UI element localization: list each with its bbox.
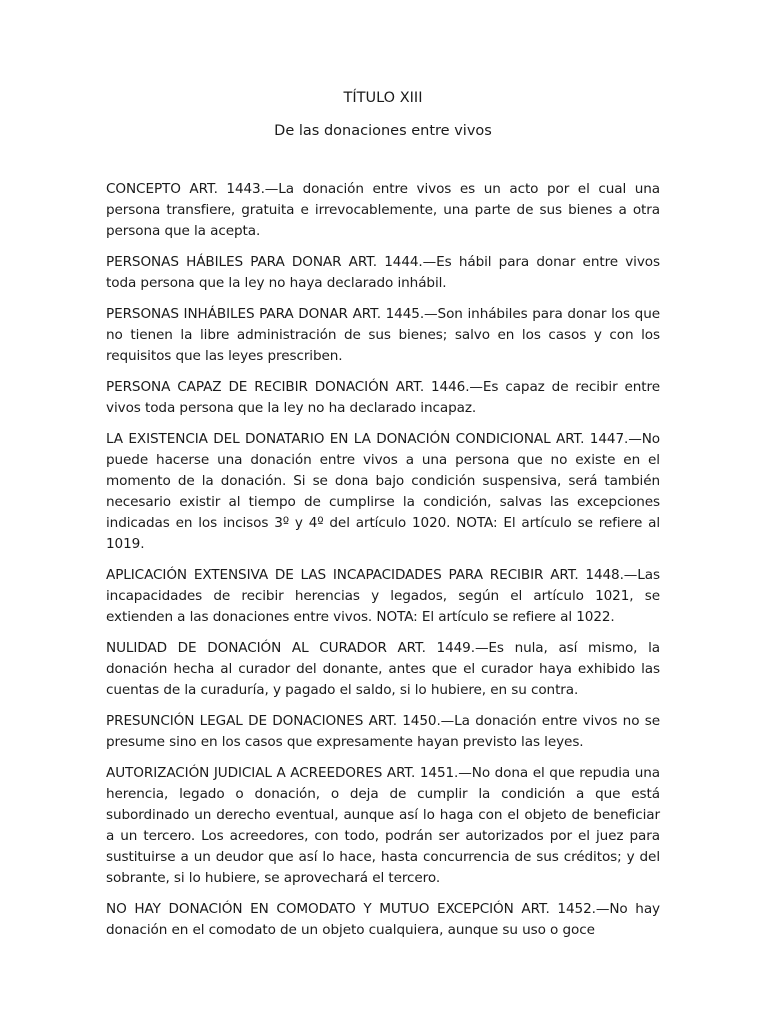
article-1450: PRESUNCIÓN LEGAL DE DONACIONES ART. 1450.—La donación entre vivos no se presume sino en los casos que expresamente hayan previsto las leyes. [106, 713, 660, 750]
document-title: TÍTULO XIII [343, 90, 423, 106]
article-1445: PERSONAS INHÁBILES PARA DONAR ART. 1445.—Son inhábiles para donar los que no tienen la libre administración de sus bienes; salvo en los casos y con los requisitos que las leyes prescriben. [106, 306, 660, 364]
document-subtitle: De las donaciones entre vivos [274, 123, 492, 139]
article-1444: PERSONAS HÁBILES PARA DONAR ART. 1444.—Es hábil para donar entre vivos toda persona que la ley no haya declarado inhábil. [106, 254, 660, 291]
article-1449: NULIDAD DE DONACIÓN AL CURADOR ART. 1449.—Es nula, así mismo, la donación hecha al curador del donante, antes que el curador haya exhibido las cuentas de la curaduría, y pagado el saldo, si lo hubiere, en su contra. [106, 640, 660, 698]
article-1446: PERSONA CAPAZ DE RECIBIR DONACIÓN ART. 1446.—Es capaz de recibir entre vivos toda persona que la ley no ha declarado incapaz. [106, 379, 660, 416]
article-1447: LA EXISTENCIA DEL DONATARIO EN LA DONACIÓN CONDICIONAL ART. 1447.—No puede hacerse una donación entre vivos a una persona que no existe en el momento de la donación. Si se dona bajo condición suspensiva, será también necesario existir al tiempo de cumplirse la condición, salvas las excepciones indicadas en los incisos 3º y 4º del artículo 1020. NOTA: El artículo se refiere al 1019. [106, 431, 660, 552]
article-1448: APLICACIÓN EXTENSIVA DE LAS INCAPACIDADES PARA RECIBIR ART. 1448.—Las incapacidades de recibir herencias y legados, según el artículo 1021, se extienden a las donaciones entre vivos. NOTA: El artículo se refiere al 1022. [106, 567, 660, 625]
document-page [106, 88, 660, 951]
article-1443: CONCEPTO ART. 1443.—La donación entre vivos es un acto por el cual una persona transfiere, gratuita e irrevocablemente, una parte de sus bienes a otra persona que la acepta. [106, 181, 660, 239]
article-1452: NO HAY DONACIÓN EN COMODATO Y MUTUO EXCEPCIÓN ART. 1452.—No hay donación en el comodato de un objeto cualquiera, aunque su uso o goce [106, 901, 660, 938]
article-1451: AUTORIZACIÓN JUDICIAL A ACREEDORES ART. 1451.—No dona el que repudia una herencia, legado o donación, o deja de cumplir la condición a que está subordinado un derecho eventual, aunque así lo haga con el objeto de beneficiar a un tercero. Los acreedores, con todo, podrán ser autorizados por el juez para sustituirse a un deudor que así lo hace, hasta concurrencia de sus créditos; y del sobrante, si lo hubiere, se aprovechará el tercero. [106, 765, 660, 886]
